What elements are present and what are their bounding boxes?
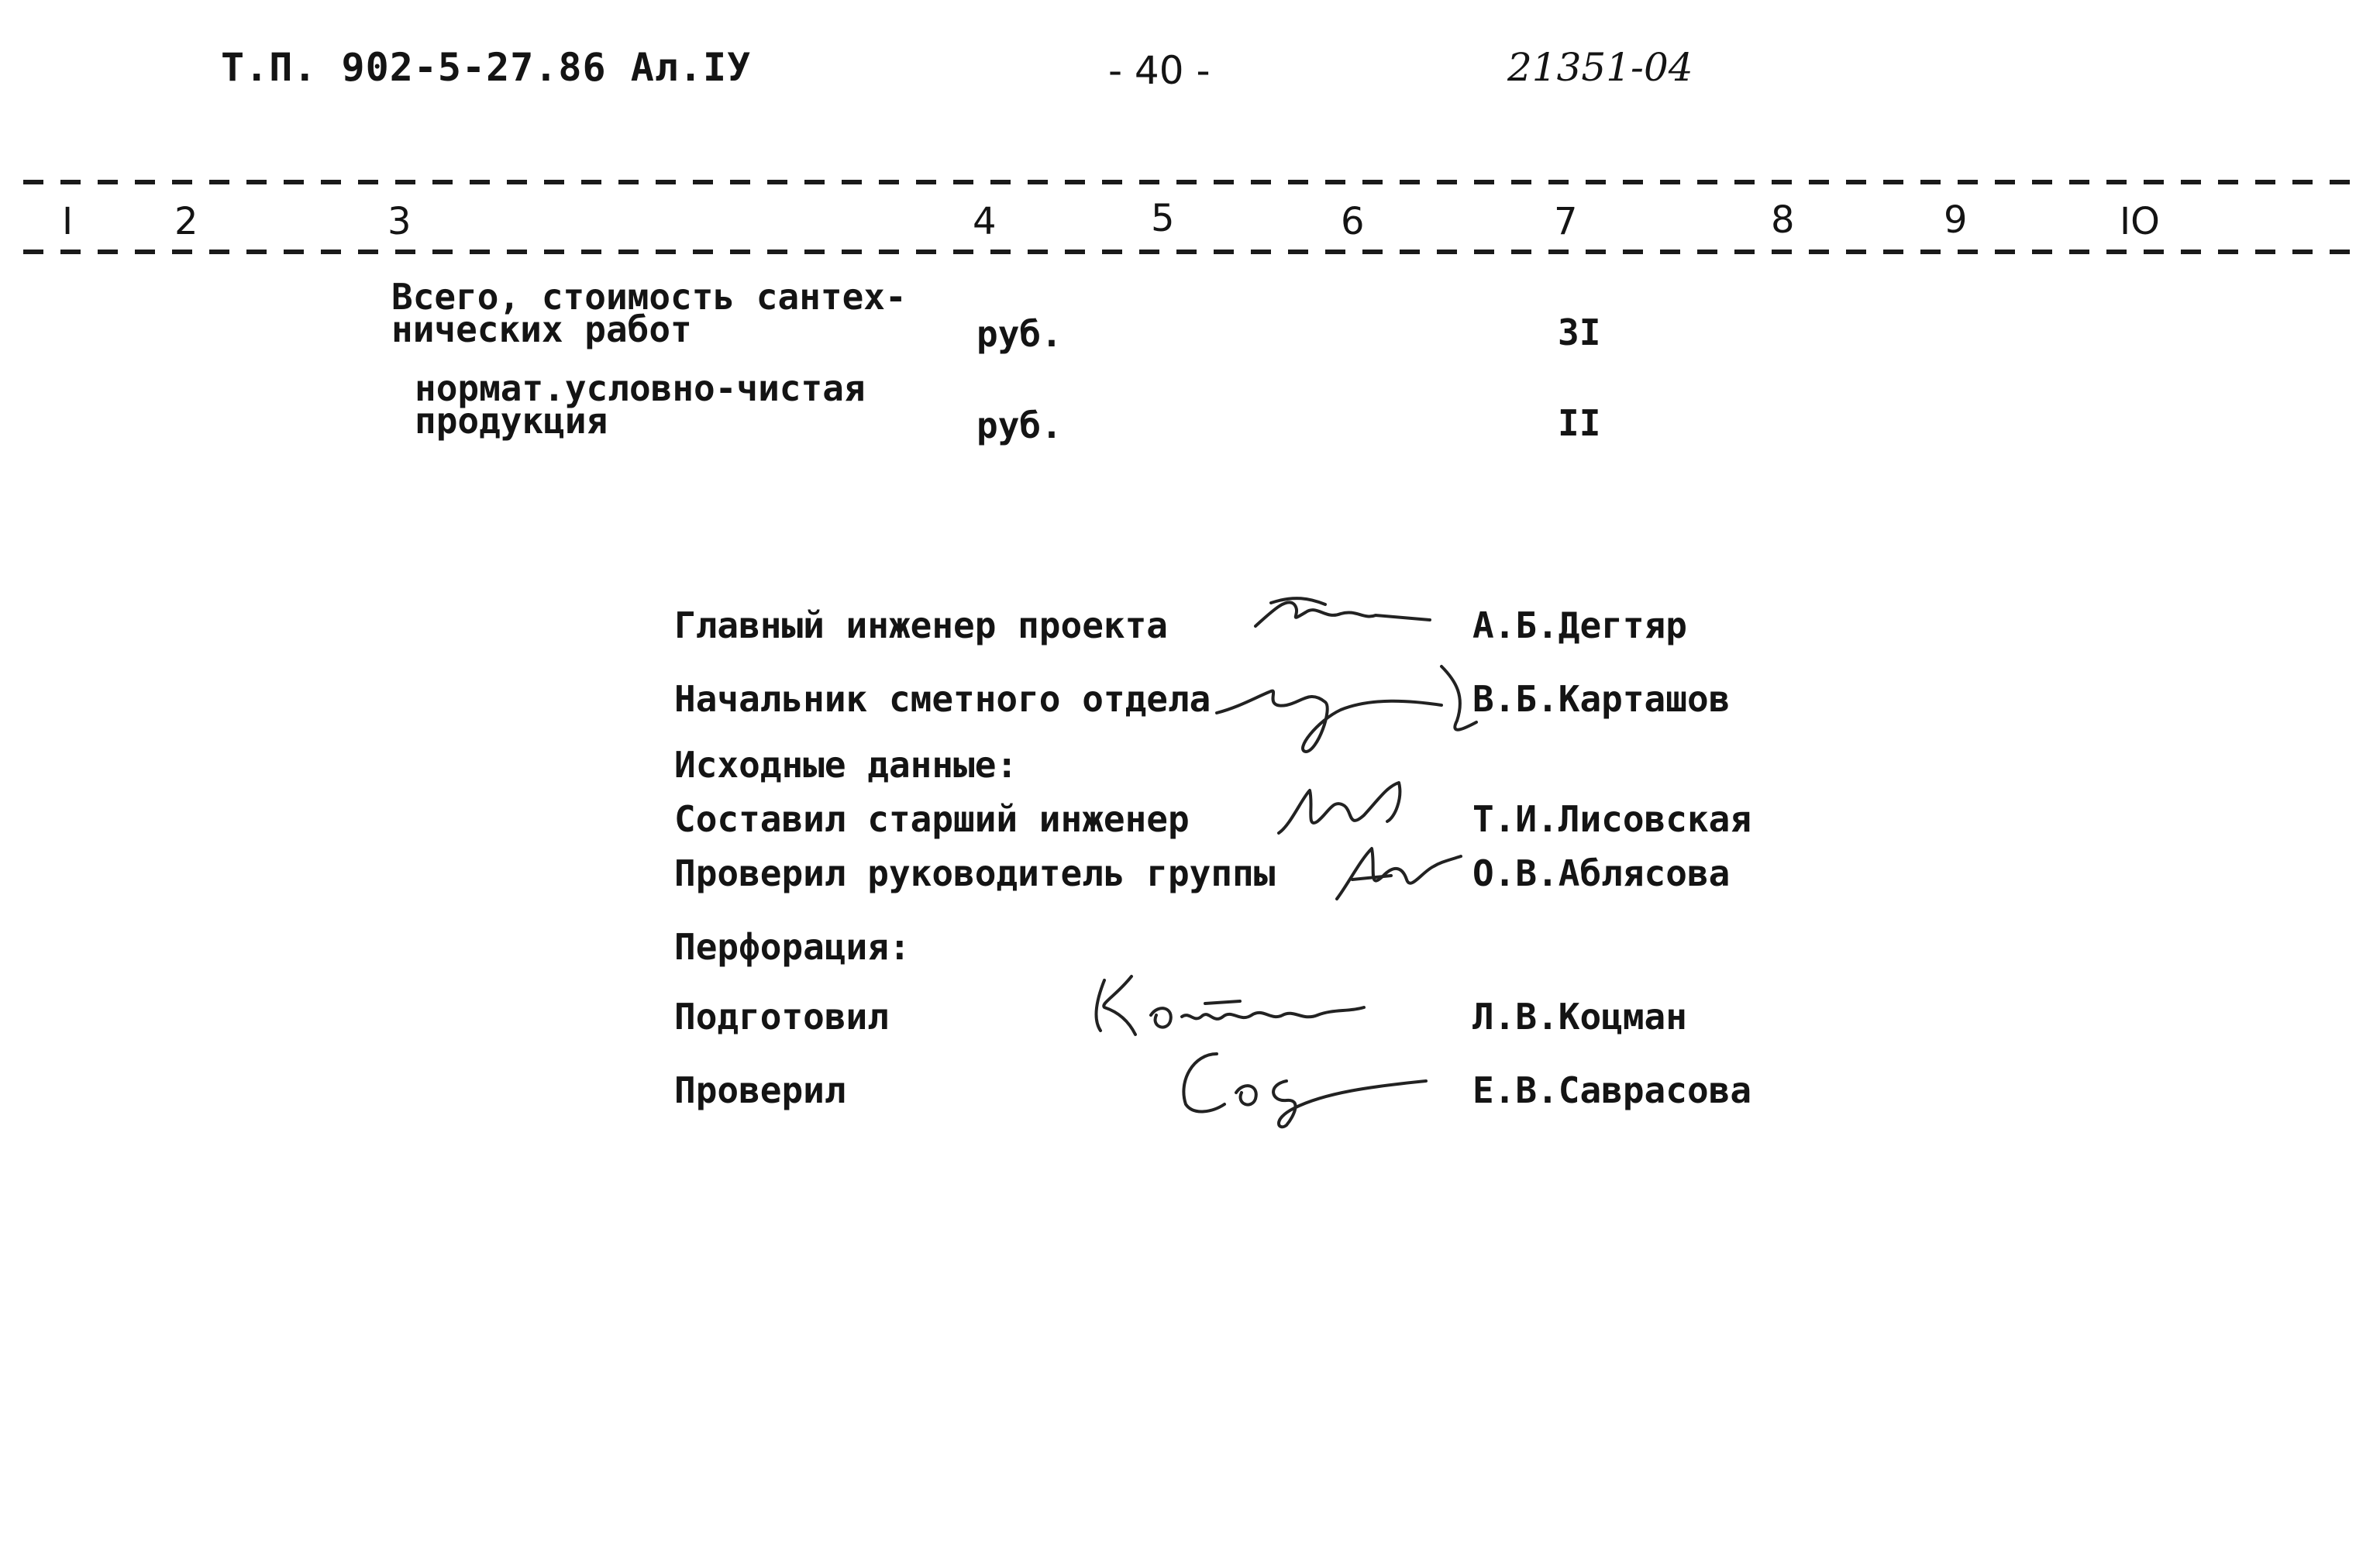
table-row-2-name-line1: нормат.условно-чистая <box>415 367 866 409</box>
chief-engineer-name: А.Б.Дегтяр <box>1472 604 1687 646</box>
checked-by-lead-role: Проверил руководитель группы <box>674 852 1276 894</box>
column-header-1: I <box>62 200 74 243</box>
column-header-3: 3 <box>387 200 412 243</box>
checked-by-name: Е.В.Саврасова <box>1472 1069 1752 1111</box>
checked-by-role: Проверил <box>674 1069 846 1111</box>
perforation-label: Перфорация: <box>674 926 911 968</box>
table-row-2-unit: руб. <box>976 404 1063 446</box>
chief-engineer-role: Главный инженер проекта <box>674 604 1168 646</box>
table-header-rule <box>23 250 2356 254</box>
table-top-rule <box>23 180 2356 184</box>
prepared-by-role: Подготовил <box>674 996 889 1038</box>
checked-by-signature <box>1170 1038 1434 1131</box>
prepared-by-name: Л.В.Коцман <box>1472 996 1687 1038</box>
table-row-1-name <box>391 276 907 350</box>
estimate-head-role: Начальник сметного отдела <box>674 678 1211 720</box>
document-number: 21351-04 <box>1507 45 1693 90</box>
compiled-by-name: Т.И.Лисовская <box>1472 798 1752 840</box>
column-header-7: 7 <box>1554 200 1578 243</box>
compiled-by-role: Составил старший инженер <box>674 798 1190 840</box>
column-header-9: 9 <box>1944 198 1968 242</box>
column-header-10: IO <box>2120 200 2160 243</box>
checked-by-lead-signature <box>1329 837 1469 907</box>
table-row-2-name <box>415 367 866 442</box>
source-data-label: Исходные данные: <box>674 744 1018 786</box>
table-row-1-name-line1: Всего, стоимость сантех- <box>391 276 907 318</box>
page-number: - 40 - <box>1108 48 1211 93</box>
table-row-1-value: 3I <box>1558 312 1601 353</box>
table-row-2-name-line2: продукция <box>415 400 608 442</box>
estimate-head-signature <box>1209 635 1488 759</box>
column-header-5: 5 <box>1151 197 1175 240</box>
column-header-4: 4 <box>973 200 997 243</box>
document-code: Т.П. 902-5-27.86 Ал.IУ <box>221 45 752 90</box>
checked-by-lead-name: О.В.Аблясова <box>1472 852 1731 894</box>
table-row-2-value: II <box>1558 402 1601 444</box>
column-header-6: 6 <box>1341 200 1365 243</box>
table-row-1-unit: руб. <box>976 313 1063 355</box>
chief-engineer-signature <box>1240 581 1434 643</box>
estimate-head-name: В.Б.Карташов <box>1472 678 1731 720</box>
column-header-2: 2 <box>174 200 198 243</box>
compiled-by-signature <box>1271 767 1426 845</box>
table-row-1-name-line2: нических работ <box>391 308 692 350</box>
prepared-by-signature <box>1085 961 1379 1046</box>
column-header-8: 8 <box>1771 198 1795 242</box>
